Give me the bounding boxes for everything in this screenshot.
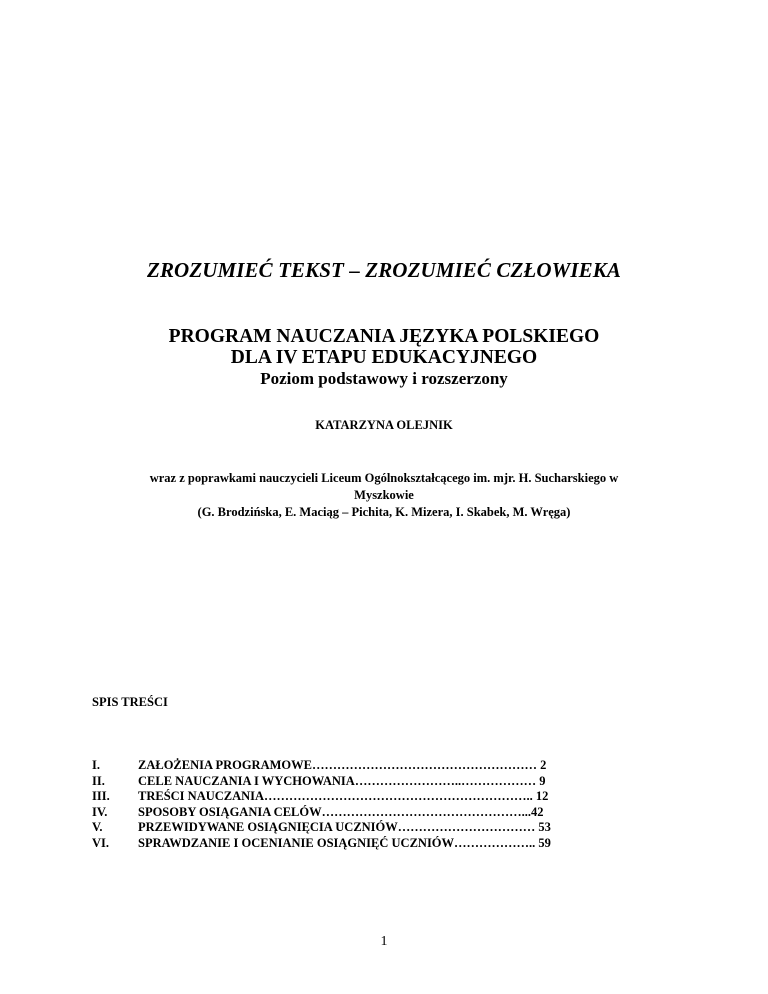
toc-item[interactable]	[92, 789, 672, 805]
toc-item-number: I.	[92, 758, 100, 772]
toc-item-text: PRZEWIDYWANE OSIĄGNIĘCIA UCZNIÓW…………………………… 53	[138, 820, 551, 834]
toc-item[interactable]	[92, 774, 672, 790]
revisions-note	[40, 470, 728, 521]
program-title-line2: DLA IV ETAPU EDUKACYJNEGO	[230, 347, 538, 368]
revisions-line3: (G. Brodzińska, E. Maciąg – Pichita, K. Mizera, I. Skabek, M. Wręga)	[197, 505, 571, 519]
toc-item-text: SPOSOBY OSIĄGANIA CELÓW…………………………………………...42	[138, 804, 544, 819]
toc-item[interactable]	[92, 820, 672, 836]
toc-item-number: II.	[92, 773, 105, 788]
program-level: Poziom podstawowy i rozszerzony	[260, 369, 508, 388]
author-name: KATARZYNA OLEJNIK	[315, 418, 453, 432]
program-title-line1: PROGRAM NAUCZANIA JĘZYKA POLSKIEGO	[168, 326, 600, 347]
toc-item-number: V.	[92, 820, 103, 834]
revisions-line1: wraz z poprawkami nauczycieli Liceum Ogólnokształcącego im. mjr. H. Sucharskiego w	[149, 471, 619, 485]
table-of-contents	[92, 758, 672, 851]
toc-heading: SPIS TREŚCI	[92, 695, 168, 709]
revisions-line2: Myszkowie	[354, 488, 414, 502]
page-number: 1	[380, 934, 388, 949]
toc-item-text: SPRAWDZANIE I OCENIANIE OSIĄGNIĘĆ UCZNIÓW……………….. 59	[138, 835, 551, 850]
toc-item-number: IV.	[92, 804, 108, 819]
document-title: ZROZUMIEĆ TEKST – ZROZUMIEĆ CZŁOWIEKA	[147, 258, 621, 282]
toc-item[interactable]	[92, 805, 672, 821]
program-heading	[0, 326, 768, 390]
toc-item-text: ZAŁOŻENIA PROGRAMOWE……………………………………………… 2	[138, 758, 547, 772]
toc-item-number: VI.	[92, 835, 110, 850]
toc-item-text: CELE NAUCZANIA I WYCHOWANIA……………………..……………… 9	[138, 773, 546, 788]
toc-item[interactable]	[92, 836, 672, 852]
toc-item-number: III.	[92, 789, 110, 803]
toc-item[interactable]	[92, 758, 672, 774]
toc-item-text: TREŚCI NAUCZANIA……………………………………………………….. 12	[138, 789, 549, 803]
